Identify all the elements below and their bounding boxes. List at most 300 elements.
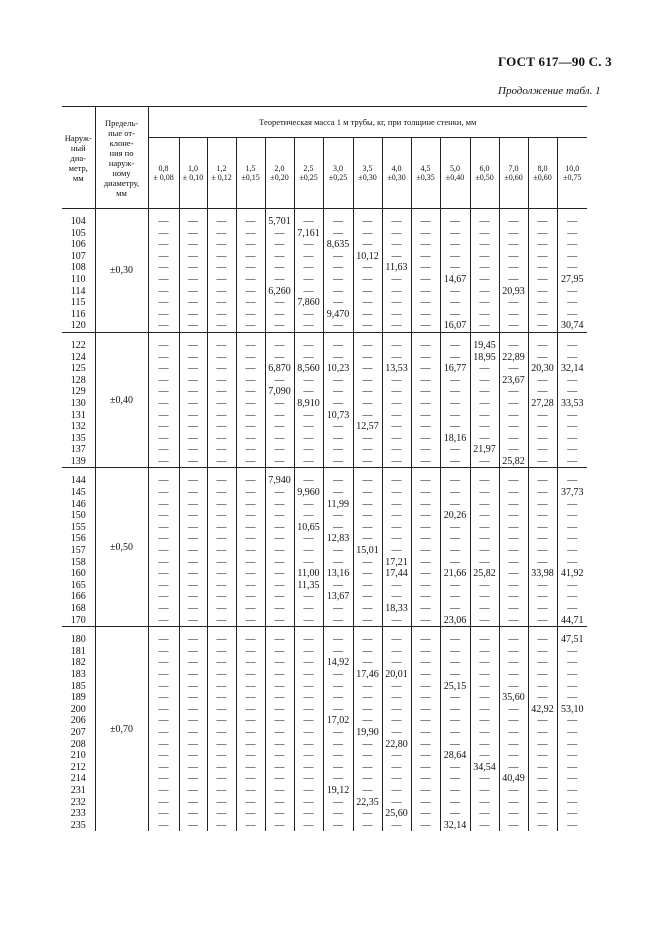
mass-value: —: [303, 386, 314, 398]
mass-value: 18,16: [443, 432, 467, 444]
mass-value: —: [391, 444, 402, 456]
mass-value: —: [274, 819, 285, 831]
table-group-row: [62, 332, 587, 468]
mass-value: —: [245, 475, 256, 487]
mass-column-cell: [411, 468, 440, 627]
mass-value: —: [245, 320, 256, 332]
mass-value: —: [391, 487, 402, 499]
mass-column-cell: [323, 468, 353, 627]
mass-value: —: [245, 738, 256, 750]
mass-value: —: [274, 808, 285, 820]
mass-column-cell: [179, 209, 207, 333]
mass-value: —: [567, 216, 578, 227]
mass-value: —: [362, 738, 373, 750]
diameter-value: 200: [70, 703, 86, 715]
mass-value: 19,45: [473, 339, 496, 351]
mass-value: 37,73: [561, 487, 584, 499]
mass-value: —: [216, 285, 227, 297]
mass-value: —: [216, 216, 227, 227]
mass-value: —: [479, 750, 490, 762]
tolerance-cell: [95, 209, 148, 333]
mass-value: —: [508, 421, 519, 433]
mass-column-cell: [265, 209, 294, 333]
mass-value: —: [537, 692, 548, 704]
mass-value: —: [188, 614, 198, 626]
mass-column-cell: [323, 209, 353, 333]
mass-value: —: [216, 796, 227, 808]
mass-value: —: [188, 285, 198, 297]
mass-value: —: [391, 397, 402, 409]
mass-value: —: [508, 432, 519, 444]
mass-column-cell: [528, 627, 557, 832]
mass-value: —: [479, 285, 490, 297]
mass-value: —: [479, 386, 490, 398]
mass-value: —: [274, 579, 285, 591]
mass-value: —: [508, 397, 519, 409]
mass-value: —: [567, 668, 578, 680]
mass-value: —: [216, 773, 227, 785]
mass-value: —: [216, 239, 227, 251]
mass-value: —: [188, 819, 198, 831]
mass-value: —: [567, 591, 578, 603]
mass-value: —: [216, 363, 227, 375]
mass-value: —: [362, 432, 373, 444]
mass-value: —: [274, 545, 285, 557]
mass-value: —: [567, 386, 578, 398]
mass-value: —: [567, 680, 578, 692]
mass-value: —: [420, 351, 431, 363]
mass-value: 33,53: [561, 397, 584, 409]
mass-value: 27,28: [531, 397, 554, 409]
mass-value: —: [303, 421, 314, 433]
mass-value: —: [333, 545, 343, 557]
page-header-title: ГОСТ 617—90 С. 3: [498, 54, 612, 69]
mass-value: —: [245, 510, 256, 522]
mass-value: —: [333, 556, 343, 568]
wall-thickness-header: [265, 138, 294, 209]
mass-value: —: [333, 455, 343, 467]
mass-value: —: [333, 227, 343, 239]
mass-value: —: [508, 703, 519, 715]
mass-value: 47,51: [561, 634, 584, 646]
mass-value: —: [274, 351, 285, 363]
mass-value: —: [391, 819, 402, 831]
mass-value: —: [303, 409, 314, 421]
mass-value: —: [362, 386, 373, 398]
mass-value: —: [420, 262, 431, 274]
mass-value: —: [245, 487, 256, 499]
mass-value: —: [188, 239, 198, 251]
mass-value: —: [333, 510, 343, 522]
diameter-value: 130: [70, 397, 86, 409]
mass-value: —: [420, 250, 431, 262]
mass-value: —: [158, 808, 169, 820]
mass-value: —: [391, 216, 402, 227]
mass-value: —: [450, 297, 460, 309]
mass-value: —: [420, 455, 431, 467]
mass-value: —: [450, 374, 460, 386]
mass-value: —: [450, 339, 460, 351]
mass-value: —: [274, 273, 285, 285]
mass-value: —: [245, 634, 256, 646]
diameter-value: 183: [70, 668, 86, 680]
mass-value: —: [216, 819, 227, 831]
wall-thickness-header: [411, 138, 440, 209]
mass-value: —: [158, 614, 169, 626]
mass-value: —: [303, 545, 314, 557]
mass-column-cell: [470, 468, 499, 627]
mass-value: —: [245, 273, 256, 285]
mass-value: —: [158, 819, 169, 831]
mass-value: 8,910: [297, 397, 320, 409]
mass-value: 11,99: [326, 498, 350, 510]
mass-value: —: [274, 308, 285, 320]
mass-value: —: [245, 374, 256, 386]
mass-value: —: [188, 320, 198, 332]
mass-value: 19,12: [326, 784, 350, 796]
mass-value: —: [274, 750, 285, 762]
mass-value: —: [274, 455, 285, 467]
mass-value: —: [216, 386, 227, 398]
mass-column-cell: [294, 209, 323, 333]
mass-value: —: [362, 308, 373, 320]
mass-value: 15,01: [356, 545, 379, 557]
mass-column-cell: [148, 209, 179, 333]
mass-value: —: [567, 227, 578, 239]
mass-value: —: [362, 339, 373, 351]
mass-value: —: [391, 297, 402, 309]
diameter-value: 231: [70, 784, 86, 796]
mass-value: —: [450, 498, 460, 510]
mass-value: —: [537, 386, 548, 398]
diameter-value: 158: [70, 556, 86, 568]
mass-value: —: [567, 692, 578, 704]
mass-value: —: [537, 487, 548, 499]
diameter-value: 122: [70, 339, 86, 351]
mass-value: —: [245, 603, 256, 614]
mass-value: —: [420, 397, 431, 409]
mass-value: —: [479, 297, 490, 309]
diameter-value: 114: [70, 285, 86, 297]
mass-value: —: [216, 668, 227, 680]
mass-value: 10,12: [356, 250, 379, 262]
mass-value: —: [391, 692, 402, 704]
mass-value: —: [245, 397, 256, 409]
mass-value: 9,470: [326, 308, 350, 320]
mass-value: —: [420, 819, 431, 831]
mass-value: —: [362, 475, 373, 487]
mass-column-cell: [411, 332, 440, 468]
mass-value: —: [274, 668, 285, 680]
mass-value: —: [274, 409, 285, 421]
mass-value: —: [479, 796, 490, 808]
mass-value: —: [333, 750, 343, 762]
mass-value: —: [188, 568, 198, 580]
mass-value: —: [362, 285, 373, 297]
mass-value: —: [508, 297, 519, 309]
mass-value: —: [245, 498, 256, 510]
mass-value: —: [158, 339, 169, 351]
mass-column-cell: [440, 627, 470, 832]
mass-value: —: [303, 750, 314, 762]
diameter-value: 207: [70, 726, 86, 738]
mass-value: —: [391, 591, 402, 603]
mass-value: —: [303, 455, 314, 467]
mass-value: —: [158, 521, 169, 533]
mass-value: —: [420, 591, 431, 603]
mass-value: —: [567, 444, 578, 456]
mass-value: —: [303, 715, 314, 727]
mass-value: —: [158, 397, 169, 409]
wall-thickness-label: 2,0 ±0,20: [270, 163, 289, 182]
mass-value: —: [303, 591, 314, 603]
mass-value: —: [362, 227, 373, 239]
mass-value: —: [188, 645, 198, 657]
mass-value: —: [567, 521, 578, 533]
mass-value: —: [274, 634, 285, 646]
mass-value: —: [391, 239, 402, 251]
mass-value: 40,49: [502, 773, 525, 785]
mass-column-cell: [353, 209, 382, 333]
mass-value: —: [537, 250, 548, 262]
mass-value: —: [245, 432, 256, 444]
mass-value: —: [188, 634, 198, 646]
mass-value: —: [245, 363, 256, 375]
mass-column-cell: [148, 627, 179, 832]
mass-value: —: [216, 750, 227, 762]
diameter-value: 232: [70, 796, 86, 808]
mass-column-cell: [499, 209, 528, 333]
diameter-value: 181: [70, 645, 86, 657]
mass-value: —: [303, 645, 314, 657]
mass-value: —: [158, 386, 169, 398]
mass-value: —: [420, 750, 431, 762]
diameter-value: 157: [70, 545, 86, 557]
mass-value: —: [274, 297, 285, 309]
mass-value: —: [391, 715, 402, 727]
mass-value: —: [216, 320, 227, 332]
mass-value: —: [333, 603, 343, 614]
mass-value: —: [537, 421, 548, 433]
mass-value: 11,35: [297, 579, 320, 591]
mass-value: —: [216, 308, 227, 320]
mass-value: —: [391, 773, 402, 785]
mass-column-cell: [499, 627, 528, 832]
mass-column-cell: [411, 209, 440, 333]
mass-column-cell: [207, 209, 236, 333]
mass-value: —: [216, 250, 227, 262]
mass-value: —: [508, 645, 519, 657]
mass-value: —: [420, 715, 431, 727]
mass-value: —: [420, 645, 431, 657]
wall-thickness-label: 4,0 ±0,30: [387, 163, 406, 182]
mass-value: —: [274, 374, 285, 386]
mass-value: —: [274, 761, 285, 773]
mass-value: —: [479, 614, 490, 626]
mass-column-cell: [265, 627, 294, 832]
mass-value: —: [567, 374, 578, 386]
mass-column-cell: [557, 627, 587, 832]
mass-value: —: [188, 297, 198, 309]
mass-value: —: [420, 808, 431, 820]
mass-value: —: [333, 808, 343, 820]
mass-column-cell: [557, 332, 587, 468]
mass-value: —: [303, 308, 314, 320]
mass-column-cell: [470, 209, 499, 333]
mass-value: —: [303, 444, 314, 456]
mass-value: —: [362, 239, 373, 251]
mass-value: —: [274, 796, 285, 808]
mass-value: —: [537, 808, 548, 820]
mass-value: —: [537, 726, 548, 738]
wall-thickness-label: 1,2 ± 0,12: [211, 163, 232, 182]
mass-value: —: [450, 703, 460, 715]
mass-value: —: [303, 533, 314, 545]
mass-value: 8,635: [326, 239, 350, 251]
mass-value: —: [274, 432, 285, 444]
mass-value: 42,92: [531, 703, 554, 715]
mass-value: —: [391, 750, 402, 762]
mass-value: —: [245, 819, 256, 831]
mass-value: —: [158, 556, 169, 568]
mass-value: —: [567, 761, 578, 773]
mass-value: —: [479, 363, 490, 375]
mass-value: —: [362, 591, 373, 603]
mass-value: —: [450, 285, 460, 297]
mass-value: —: [508, 796, 519, 808]
mass-value: —: [303, 668, 314, 680]
mass-value: —: [333, 773, 343, 785]
mass-value: —: [216, 680, 227, 692]
mass-value: —: [245, 409, 256, 421]
mass-column-cell: [528, 468, 557, 627]
mass-value: —: [567, 475, 578, 487]
mass-value: —: [274, 487, 285, 499]
mass-value: —: [420, 603, 431, 614]
mass-value: —: [450, 409, 460, 421]
mass-value: —: [245, 591, 256, 603]
mass-value: —: [158, 432, 169, 444]
mass-value: —: [333, 579, 343, 591]
mass-value: —: [508, 568, 519, 580]
mass-value: —: [391, 498, 402, 510]
mass-value: —: [333, 273, 343, 285]
mass-value: —: [158, 645, 169, 657]
mass-value: —: [158, 227, 169, 239]
mass-value: —: [362, 657, 373, 669]
mass-value: —: [537, 475, 548, 487]
diameter-value: 146: [70, 498, 86, 510]
mass-value: —: [450, 726, 460, 738]
mass-value: —: [450, 715, 460, 727]
mass-value: —: [420, 320, 431, 332]
mass-column-cell: [207, 332, 236, 468]
mass-value: —: [303, 614, 314, 626]
mass-value: —: [362, 262, 373, 274]
mass-value: —: [274, 521, 285, 533]
mass-value: —: [245, 339, 256, 351]
mass-value: —: [188, 692, 198, 704]
mass-value: —: [567, 409, 578, 421]
mass-value: 32,14: [561, 363, 584, 375]
mass-value: 7,940: [268, 475, 291, 487]
wall-thickness-header: [470, 138, 499, 209]
mass-value: —: [420, 556, 431, 568]
mass-value: —: [188, 487, 198, 499]
mass-value: —: [508, 657, 519, 669]
mass-value: —: [508, 386, 519, 398]
mass-value: —: [188, 475, 198, 487]
mass-value: —: [216, 227, 227, 239]
mass-column-cell: [557, 209, 587, 333]
mass-value: —: [274, 692, 285, 704]
diameter-value: 131: [70, 409, 86, 421]
mass-value: —: [245, 533, 256, 545]
mass-column-cell: [411, 627, 440, 832]
mass-value: —: [303, 738, 314, 750]
mass-value: —: [158, 374, 169, 386]
mass-column-cell: [265, 332, 294, 468]
wall-thickness-label: 3,5 ±0,30: [358, 163, 377, 182]
mass-column-cell: [353, 332, 382, 468]
diameter-value: 129: [70, 386, 86, 398]
mass-value: —: [158, 568, 169, 580]
mass-value: —: [274, 645, 285, 657]
tolerance-cell: [95, 332, 148, 468]
mass-value: —: [245, 262, 256, 274]
mass-value: —: [391, 455, 402, 467]
diameter-value: 128: [70, 374, 86, 386]
mass-value: —: [391, 784, 402, 796]
wall-thickness-label: 8,0 ±0,60: [533, 163, 552, 182]
mass-value: —: [537, 262, 548, 274]
mass-value: —: [567, 432, 578, 444]
mass-value: —: [537, 297, 548, 309]
mass-value: —: [567, 738, 578, 750]
diameter-value: 235: [70, 819, 86, 831]
mass-value: —: [537, 510, 548, 522]
mass-value: —: [303, 761, 314, 773]
mass-value: —: [158, 239, 169, 251]
mass-value: —: [188, 808, 198, 820]
mass-value: —: [450, 487, 460, 499]
mass-value: —: [158, 308, 169, 320]
mass-value: —: [537, 498, 548, 510]
mass-value: —: [362, 510, 373, 522]
mass-value: —: [216, 339, 227, 351]
mass-value: —: [245, 216, 256, 227]
mass-value: —: [274, 339, 285, 351]
diameter-value: 135: [70, 432, 86, 444]
mass-value: —: [362, 216, 373, 227]
diameter-value: 104: [70, 216, 86, 227]
mass-value: —: [158, 680, 169, 692]
mass-value: —: [158, 603, 169, 614]
mass-value: —: [537, 750, 548, 762]
mass-value: 17,46: [356, 668, 379, 680]
mass-value: —: [420, 386, 431, 398]
mass-value: —: [158, 703, 169, 715]
mass-value: —: [303, 339, 314, 351]
mass-value: —: [420, 533, 431, 545]
mass-value: —: [537, 645, 548, 657]
mass-value: —: [537, 591, 548, 603]
mass-value: 25,60: [385, 808, 408, 820]
mass-column-cell: [294, 627, 323, 832]
mass-value: —: [537, 668, 548, 680]
mass-value: —: [188, 680, 198, 692]
mass-value: —: [508, 591, 519, 603]
